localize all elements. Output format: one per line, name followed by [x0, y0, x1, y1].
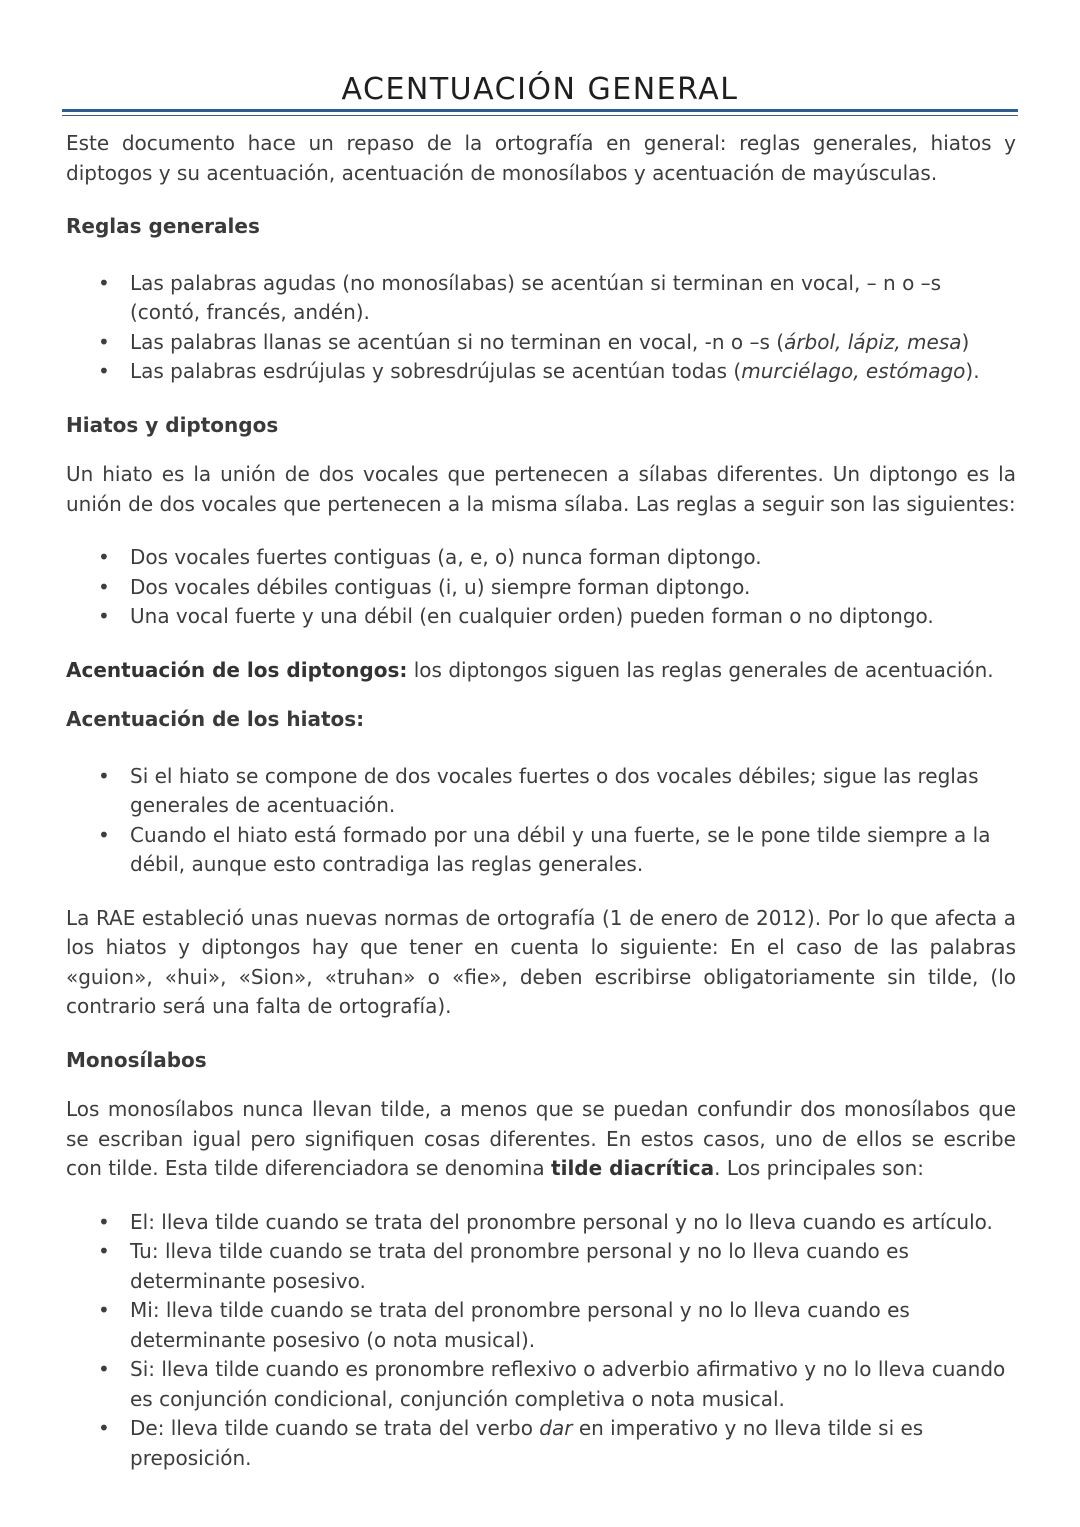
document-body — [66, 129, 1016, 1473]
list-item: • Si: lleva tilde cuando es pronombre reflexivo o adverbio afirmativo y no lo lleva cuando es conjunción condicional, conjunción completiva o nota musical. — [130, 1355, 1016, 1414]
list-item: • El: lleva tilde cuando se trata del pronombre personal y no lo lleva cuando es artículo. — [130, 1208, 1016, 1238]
reglas-list — [66, 269, 1016, 387]
list-item: • Mi: lleva tilde cuando se trata del pronombre personal y no lo lleva cuando es determinante posesivo (o nota musical). — [130, 1296, 1016, 1355]
monosilabos-paragraph: Los monosílabos nunca llevan tilde, a menos que se puedan confundir dos monosílabos que se escriban igual pero signifiquen cosas diferentes. En estos casos, uno de ellos se escribe con tilde. Esta tilde diferenciadora se denomina tilde diacrítica. Los principales son: — [66, 1097, 1016, 1180]
hiatos-acentuacion-list — [66, 762, 1016, 880]
list-item: • Tu: lleva tilde cuando se trata del pronombre personal y no lo lleva cuando es determinante posesivo. — [130, 1237, 1016, 1296]
hiatos-list — [66, 543, 1016, 632]
intro-paragraph: Este documento hace un repaso de la ortografía en general: reglas generales, hiatos y diptogos y su acentuación, acentuación de monosílabos y acentuación de mayúsculas. — [66, 131, 1016, 185]
list-item: • Cuando el hiato está formado por una débil y una fuerte, se le pone tilde siempre a la débil, aunque esto contradiga las reglas generales. — [130, 821, 1016, 880]
list-item: • Dos vocales débiles contiguas (i, u) siempre forman diptongo. — [130, 573, 1016, 603]
monosilabos-list — [66, 1208, 1016, 1474]
diptongos-acentuacion-paragraph: Acentuación de los diptongos: los diptongos siguen las reglas generales de acentuación. — [66, 657, 994, 682]
title-divider — [62, 109, 1018, 116]
list-item: • Si el hiato se compone de dos vocales fuertes o dos vocales débiles; sigue las reglas generales de acentuación. — [130, 762, 1016, 821]
list-item: • Una vocal fuerte y una débil (en cualquier orden) pueden forman o no diptongo. — [130, 602, 1016, 632]
list-item: • Las palabras llanas se acentúan si no terminan en vocal, -n o –s (árbol, lápiz, mesa) — [130, 328, 1016, 358]
list-item: • Las palabras esdrújulas y sobresdrújulas se acentúan todas (murciélago, estómago). — [130, 357, 1016, 387]
section-heading-hiatos-acentuacion: Acentuación de los hiatos: — [66, 707, 365, 731]
list-item: • De: lleva tilde cuando se trata del verbo dar en imperativo y no lleva tilde si es preposición. — [130, 1414, 1016, 1473]
section-heading-monosilabos: Monosílabos — [66, 1047, 207, 1072]
list-item: • Dos vocales fuertes contiguas (a, e, o) nunca forman diptongo. — [130, 543, 1016, 573]
diptongos-acentuacion-label: Acentuación de los diptongos: — [66, 657, 408, 682]
page-title: ACENTUACIÓN GENERAL — [341, 72, 739, 107]
rae-paragraph: La RAE estableció unas nuevas normas de ortografía (1 de enero de 2012). Por lo que afecta a los hiatos y diptongos hay que tener en cuenta lo siguiente: En el caso de las palabras «guion», «hui», «Sion», «truhan» o «fie», deben escribirse obligatoriamente sin tilde, (lo contrario será una falta de ortografía). — [66, 905, 1016, 1018]
section-heading-hiatos: Hiatos y diptongos — [66, 412, 279, 437]
tilde-diacritica-term: tilde diacrítica — [551, 1156, 715, 1180]
hiatos-paragraph: Un hiato es la unión de dos vocales que pertenecen a sílabas diferentes. Un diptongo es la unión de dos vocales que pertenecen a la misma sílaba. Las reglas a seguir son las siguientes: — [66, 462, 1016, 516]
section-heading-reglas: Reglas generales — [66, 214, 260, 238]
list-item: • Las palabras agudas (no monosílabas) se acentúan si terminan en vocal, – n o –s (contó, francés, andén). — [130, 269, 1016, 328]
